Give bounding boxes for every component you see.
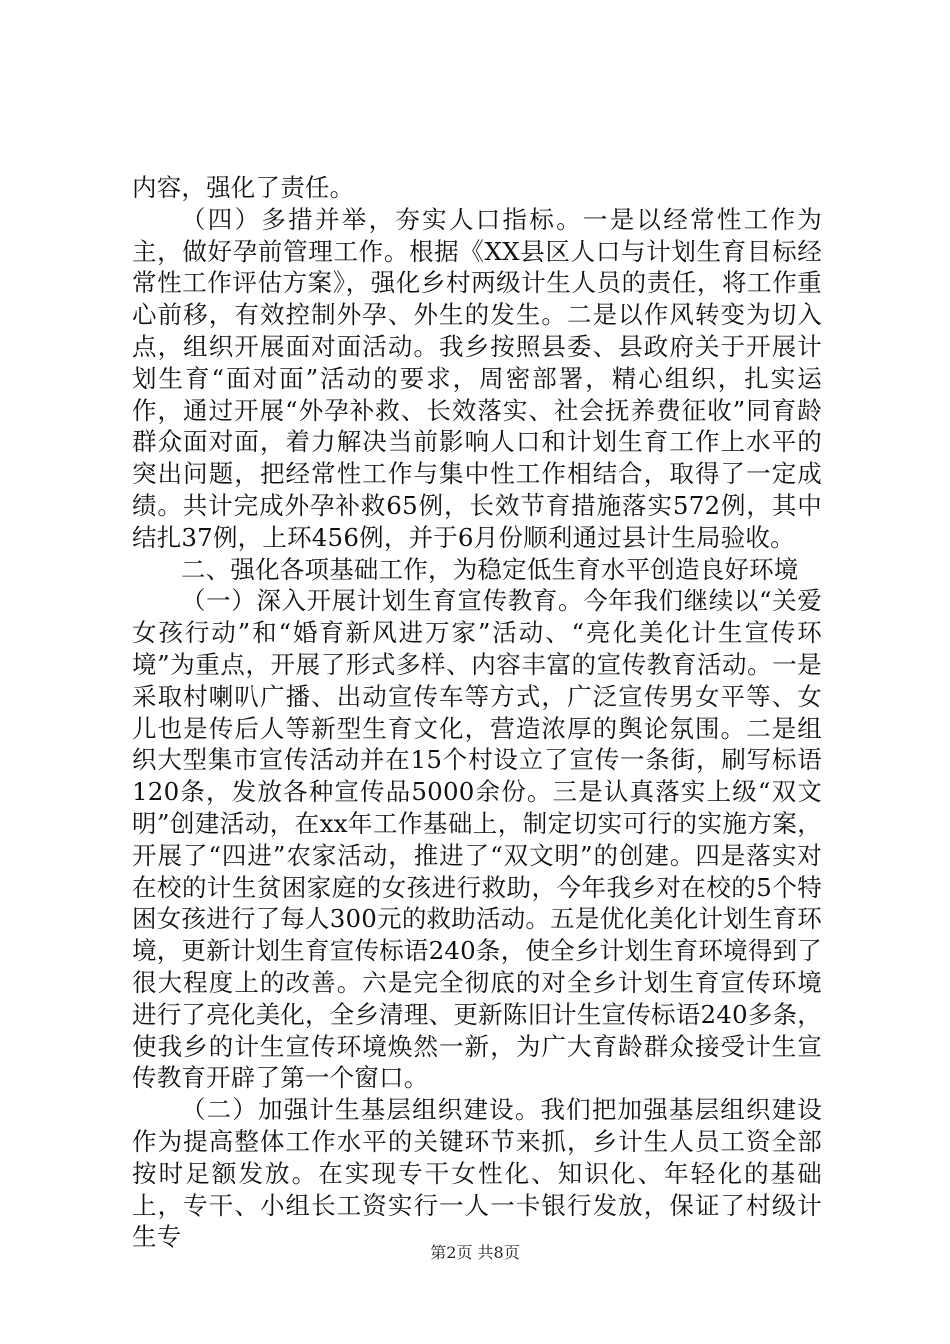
section-heading-two: 二、强化各项基础工作，为稳定低生育水平创造良好环境 <box>181 554 799 584</box>
page-number-footer: 第2页 共8页 <box>430 1243 520 1262</box>
paragraph-continuation: 内容，强化了责任。 <box>132 173 355 202</box>
paragraph-section-four: （四）多措并举，夯实人口指标。一是以经常性工作为主，做好孕前管理工作。根据《XX县区人口与计划生育目标经常性工作评估方案》，强化乡村两级计生人员的责任，将工作重心前移，有效控制外孕、外生的发生。二是以作风转变为切入点，组织开展面对面活动。我乡按照县委、县政府关于开展计划生育“面对面”活动的要求，周密部署，精心组织，扎实运作，通过开展“外孕补救、长效落实、社会抚养费征收”同育龄群众面对面，着力解决当前影响人口和计划生育工作上水平的突出问题，把经常性工作与集中性工作相结合，取得了一定成绩。共计完成外孕补救65例，长效节育措施落实572例，其中结扎37例，上环456例，并于6月份顺利通过县计生局验收。 <box>132 204 822 552</box>
document-body <box>132 172 822 1253</box>
paragraph-subsection-two: （二）加强计生基层组织建设。我们把加强基层组织建设作为提高整体工作水平的关键环节来抓，乡计生人员工资全部按时足额发放。在实现专干女性化、知识化、年轻化的基础上，专干、小组长工资实行一人一卡银行发放，保证了村级计生专 <box>132 1095 822 1252</box>
paragraph-subsection-one: （一）深入开展计划生育宣传教育。今年我们继续以“关爱女孩行动”和“婚育新风进万家”活动、“亮化美化计生宣传环境”为重点，开展了形式多样、内容丰富的宣传教育活动。一是采取村喇叭广播、出动宣传车等方式，广泛宣传男女平等、女儿也是传后人等新型生育文化，营造浓厚的舆论氛围。二是组织大型集市宣传活动并在15个村设立了宣传一条街，刷写标语120条，发放各种宣传品5000余份。三是认真落实上级“双文明”创建活动，在xx年工作基础上，制定切实可行的实施方案，开展了“四进”农家活动，推进了“双文明”的创建。四是落实对在校的计生贫困家庭的女孩进行救助，今年我乡对在校的5个特困女孩进行了每人300元的救助活动。五是优化美化计划生育环境，更新计划生育宣传标语240条，使全乡计划生育环境得到了很大程度上的改善。六是完全彻底的对全乡计划生育宣传环境进行了亮化美化，全乡清理、更新陈旧计生宣传标语240多条，使我乡的计生宣传环境焕然一新，为广大育龄群众接受计生宣传教育开辟了第一个窗口。 <box>132 586 822 1093</box>
